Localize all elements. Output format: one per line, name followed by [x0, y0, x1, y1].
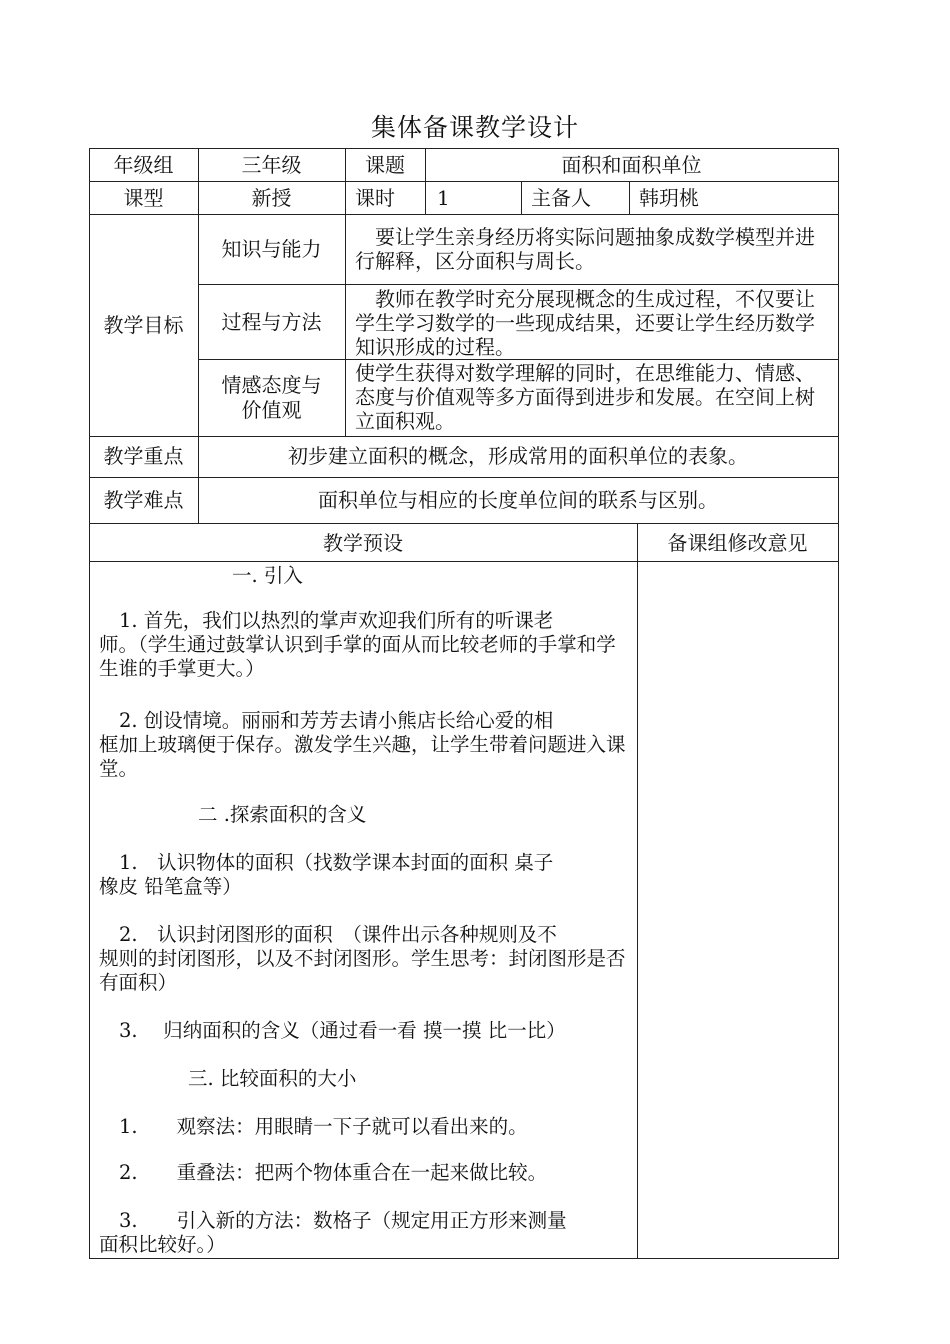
- paragraph-line: 1. 首先，我们以热烈的掌声欢迎我们所有的听课老: [119, 609, 554, 632]
- paragraph-line: 2. 认识封闭图形的面积 （课件出示各种规则及不: [119, 923, 557, 946]
- paragraph-line: 1. 认识物体的面积（找数学课本封面的面积 桌子: [119, 851, 554, 874]
- paragraph: 2. 重叠法：把两个物体重合在一起来做比较。: [119, 1161, 548, 1184]
- type-value: 新授: [251, 186, 292, 210]
- document-title: 集体备课教学设计: [370, 113, 579, 142]
- objective-text: 要让学生亲身经历将实际问题抽象成数学模型并进行解释，区分面积与周长。: [355, 225, 815, 273]
- type-label: 课型: [123, 186, 164, 210]
- objective-text: 教师在教学时充分展现概念的生成过程，不仅要让学生学习数学的一些现成结果，还要让学生经历数学知识形成的过程。: [355, 287, 815, 359]
- objective-label: 情感态度与: [221, 373, 322, 397]
- paragraph: 师。（学生通过鼓掌认识到手掌的面从而比较老师的手掌和学生谁的手掌更大。）: [99, 633, 616, 680]
- topic-label: 课题: [365, 153, 405, 177]
- period-label: 课时: [355, 186, 395, 210]
- paragraph: 框加上玻璃便于保存。激发学生兴趣，让学生带着问题进入课堂。: [99, 733, 626, 780]
- revision-header: 备课组修改意见: [667, 531, 808, 555]
- lead-label: 主备人: [531, 186, 591, 210]
- objective-label: 过程与方法: [221, 310, 322, 334]
- objective-text: 使学生获得对数学理解的同时，在思维能力、情感、态度与价值观等多方面得到进步和发展。在空间上树立面积观。: [355, 361, 815, 433]
- period-value: 1: [437, 186, 450, 210]
- section-heading: 三. 比较面积的大小: [188, 1067, 357, 1090]
- paragraph: 3. 归纳面积的含义（通过看一看 摸一摸 比一比）: [119, 1019, 566, 1042]
- lead-value: 韩玥桃: [639, 186, 699, 210]
- section-heading: 二 .探索面积的含义: [198, 803, 367, 826]
- paragraph-line: 2. 创设情境。丽丽和芳芳去请小熊店长给心爱的相: [119, 709, 554, 732]
- difficulty-text: 面积单位与相应的长度单位间的联系与区别。: [318, 488, 718, 512]
- plan-header: 教学预设: [323, 531, 403, 555]
- objectives-label: 教学目标: [103, 313, 184, 337]
- key-point-text: 初步建立面积的概念，形成常用的面积单位的表象。: [288, 444, 748, 468]
- objective-label: 知识与能力: [221, 237, 322, 261]
- paragraph: 规则的封闭图形，以及不封闭图形。学生思考：封闭图形是否有面积）: [99, 947, 626, 994]
- paragraph-line: 3. 引入新的方法：数格子（规定用正方形来测量: [119, 1209, 567, 1232]
- grade-label: 年级组: [113, 153, 174, 177]
- grade-value: 三年级: [241, 153, 302, 177]
- key-point-label: 教学重点: [103, 444, 184, 468]
- topic-value: 面积和面积单位: [561, 153, 702, 177]
- paragraph: 1. 观察法：用眼睛一下子就可以看出来的。: [119, 1115, 528, 1138]
- section-heading: 一. 引入: [232, 564, 303, 587]
- paragraph: 面积比较好。）: [99, 1233, 226, 1256]
- objective-label-line2: 价值观: [241, 398, 302, 422]
- paragraph: 橡皮 铅笔盒等）: [99, 875, 242, 898]
- difficulty-label: 教学难点: [103, 488, 184, 512]
